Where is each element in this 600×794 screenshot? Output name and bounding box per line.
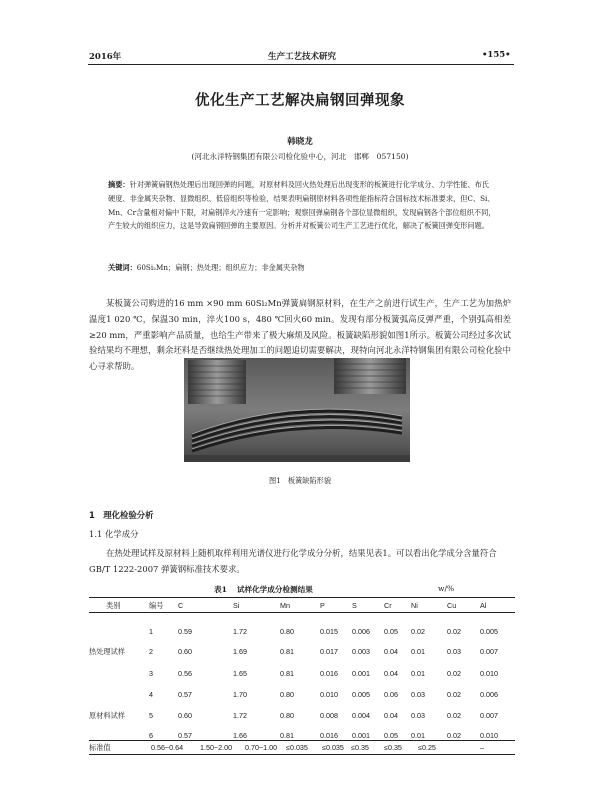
leaf-spring-photo — [184, 358, 410, 462]
table-cell: 0.60 — [178, 711, 192, 720]
table-cell: 0.80 — [280, 711, 294, 720]
table-cell: 0.05 — [384, 627, 398, 636]
table-cell: 0.01 — [411, 669, 425, 678]
table-header-cell: 编号 — [149, 601, 164, 610]
table-cell: 0.006 — [480, 690, 498, 699]
table-standard-cell: ≤0.25 — [418, 743, 436, 752]
table-cell: 0.02 — [411, 627, 425, 636]
table-1-title — [214, 584, 313, 595]
table-cell: 0.81 — [280, 647, 294, 656]
header-rule — [88, 64, 514, 65]
keywords-label: 关键词： — [108, 263, 137, 272]
table-cell: 0.004 — [352, 711, 370, 720]
table-header-cell: Cu — [447, 601, 457, 610]
table-cell: 0.02 — [447, 669, 461, 678]
table-cell: 0.006 — [352, 627, 370, 636]
table-cell: 0.06 — [384, 690, 398, 699]
abstract-label: 摘要： — [108, 180, 130, 189]
table-cell: 2 — [149, 647, 153, 656]
table-cell: 0.59 — [178, 627, 192, 636]
table-cell: 0.81 — [280, 731, 294, 740]
table-cell: 0.56 — [178, 669, 192, 678]
table-cell: 0.80 — [280, 690, 294, 699]
keywords — [108, 263, 305, 273]
table-cell: 0.001 — [352, 669, 370, 678]
table-cell: 0.81 — [280, 669, 294, 678]
table-cell: 1.72 — [233, 627, 247, 636]
header-page-number: •155• — [482, 50, 511, 60]
table-header-cell: Cr — [384, 601, 392, 610]
table-bottom-rule — [89, 754, 515, 755]
table-cell: 0.02 — [447, 690, 461, 699]
table-cell: 4 — [149, 690, 153, 699]
table-cell: 0.016 — [320, 669, 338, 678]
table-standard-cell: ≤0.35 — [384, 743, 402, 752]
table-cell: 1.69 — [233, 647, 247, 656]
table-cell: 0.005 — [352, 690, 370, 699]
table-cell: 0.01 — [411, 647, 425, 656]
table-header-cell: 类别 — [106, 601, 121, 610]
table-cell: 0.02 — [447, 711, 461, 720]
table-standard-cell: 0.70~1.00 — [245, 743, 278, 752]
keywords-text: 60Si₂Mn；扁钢；热处理；组织应力；非金属夹杂物 — [136, 263, 305, 272]
table-cell: 0.010 — [480, 669, 498, 678]
table-cell: 0.05 — [384, 731, 398, 740]
table-cell: 0.04 — [384, 711, 398, 720]
abstract — [108, 178, 496, 233]
table-group-label: 热处理试样 — [89, 647, 125, 656]
table-cell: 1.65 — [233, 669, 247, 678]
intro-paragraph: 某板簧公司购进的16 mm ×90 mm 60Si₂Mn弹簧扁钢原材料，在生产之前进行试生产，生产工艺为加热炉温度1 020 ℃，保温30 min，淬火100 s，480 ℃回火60 min。发现有部分板簧弧高反弹严重，个别弧高相差≥20 mm，严重影响产品质量，也给生产带来了极大麻烦及风险。板簧缺陷形貌如图1所示。板簧公司经过多次试验结果均不理想，剩余坯料是否继续热处理加工的问题追切需要解决，现特向河北永洋特钢集团有限公司检化验中心寻求帮助。 — [89, 298, 511, 372]
table-cell: 0.80 — [280, 627, 294, 636]
table-header-cell: S — [352, 601, 357, 610]
header-year: 2016年 — [89, 52, 122, 62]
table-cell: 0.005 — [480, 627, 498, 636]
table-cell: 0.01 — [411, 731, 425, 740]
table-cell: 0.60 — [178, 647, 192, 656]
table-standard-cell: 1.50~2.00 — [200, 743, 233, 752]
table-header-cell: Si — [233, 601, 240, 610]
table-standard-cell: ≤0.35 — [351, 743, 369, 752]
section-1-1-paragraph: 在热处理试样及原材料上随机取样利用光谱仪进行化学成分分析，结果见表1。可以看出化学成分含量符合GB/T 1222-2007 弹簧钢标准技术要求。 — [89, 548, 497, 574]
table-standard-rule — [89, 740, 515, 741]
table-cell: 0.03 — [411, 690, 425, 699]
table-cell: 0.003 — [352, 647, 370, 656]
section-1-heading: 1 理化检验分析 — [89, 510, 154, 520]
table-cell: 0.001 — [352, 731, 370, 740]
table-cell: 1.70 — [233, 690, 247, 699]
table-cell: 0.016 — [320, 731, 338, 740]
figure-1-caption: 图1 板簧缺陷形貌 — [268, 476, 332, 485]
table-cell: 1 — [149, 627, 153, 636]
affiliation: (河北永洋特钢集团有限公司检化验中心，河北 邯郸 057150) — [191, 152, 409, 161]
table-cell: 0.015 — [320, 627, 338, 636]
table-group-label: 原材料试样 — [89, 711, 125, 720]
header-journal: 生产工艺技术研究 — [268, 52, 337, 62]
author: 韩晓龙 — [287, 137, 313, 147]
table-standard-cell: – — [480, 743, 484, 752]
table-header-cell: Al — [480, 601, 487, 610]
table-standard-cell: ≤0.035 — [322, 743, 344, 752]
table-cell: 0.010 — [320, 690, 338, 699]
paper-title: 优化生产工艺解决扁钢回弹现象 — [195, 93, 405, 109]
table-header-cell: C — [178, 601, 184, 610]
table-header-cell: P — [320, 601, 325, 610]
table-cell: 3 — [149, 669, 153, 678]
table-cell: 1.72 — [233, 711, 247, 720]
table-header-cell: Ni — [411, 601, 418, 610]
table-cell: 0.03 — [411, 711, 425, 720]
table-cell: 0.02 — [447, 627, 461, 636]
table-number: 表1 — [214, 585, 227, 594]
table-cell: 0.007 — [480, 647, 498, 656]
table-header-rule — [89, 612, 515, 613]
table-standard-cell: 标准值 — [89, 743, 111, 752]
table-cell: 5 — [149, 711, 153, 720]
table-header-cell: Mn — [280, 601, 290, 610]
section-1-1-heading: 1.1 化学成分 — [89, 529, 139, 539]
table-cell: 0.57 — [178, 731, 192, 740]
table-cell: 1.66 — [233, 731, 247, 740]
table-cell: 0.04 — [384, 647, 398, 656]
table-cell: 0.007 — [480, 711, 498, 720]
table-cell: 0.02 — [447, 731, 461, 740]
table-standard-cell: ≤0.035 — [286, 743, 308, 752]
table-cell: 0.04 — [384, 669, 398, 678]
table-unit: w/% — [438, 584, 455, 593]
table-cell: 0.010 — [480, 731, 498, 740]
abstract-text: 针对弹簧扁钢热处理后出现回弹的问题，对原材料及回火热处理后出现变形的板簧进行化学成分、力学性能、布氏硬度、非金属夹杂物、显微组织、低倍组织等检验，结果表明扁钢原材料各项性能指标符合国标技术标准要求，但C、Si、Mn、Cr含量相对偏中下限，对扁钢淬火冷速有一定影响；观察回弹扁钢各个部位显微组织，发现扁钢各个部位组织不同，产生较大的组织应力，这是导致扁钢回弹的主要原因。分析并对板簧公司生产工艺进行优化，解决了板簧回弹变形问题。 — [108, 180, 496, 231]
table-subtitle: 试样化学成分检测结果 — [236, 585, 313, 594]
table-cell: 0.57 — [178, 690, 192, 699]
table-cell: 0.017 — [320, 647, 338, 656]
table-cell: 6 — [149, 731, 153, 740]
table-cell: 0.03 — [447, 647, 461, 656]
table-cell: 0.008 — [320, 711, 338, 720]
table-top-rule — [89, 597, 515, 598]
table-standard-cell: 0.56~0.64 — [151, 743, 184, 752]
